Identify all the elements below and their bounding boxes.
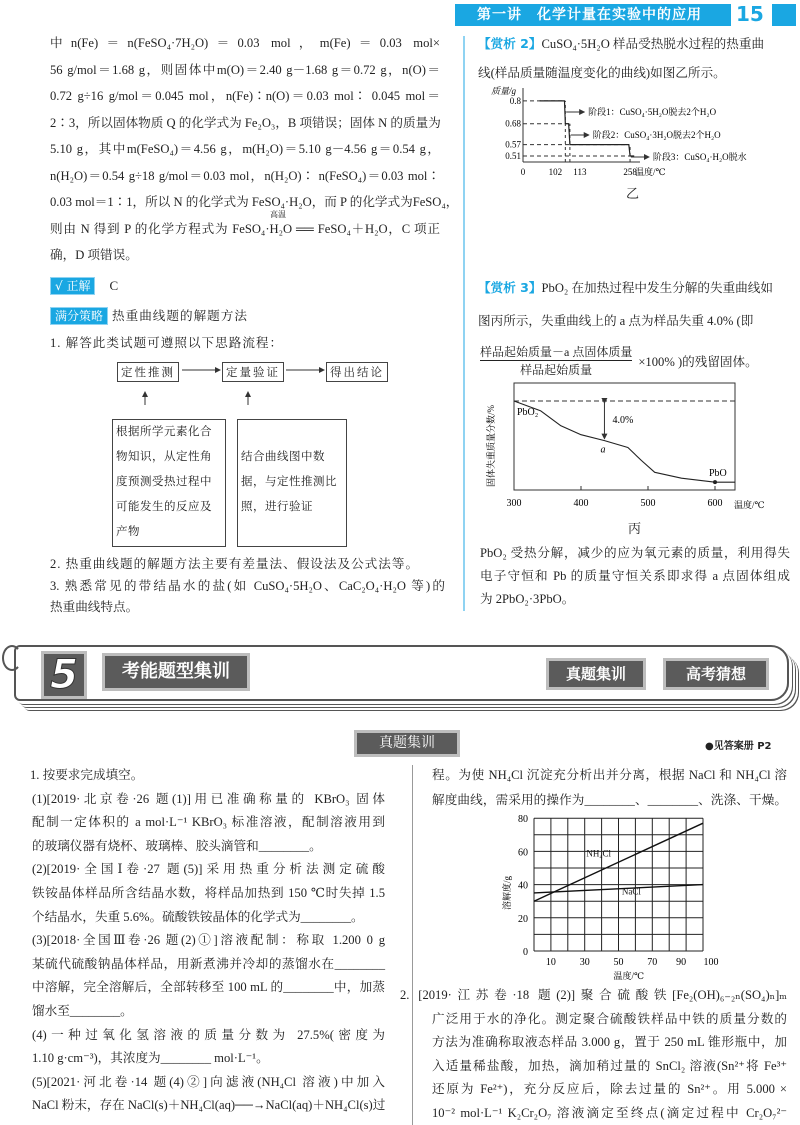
x-tick-label: 300: [506, 498, 522, 509]
x-tick-label: 113: [573, 167, 587, 177]
text-line: 热重曲线特点。: [50, 600, 139, 614]
data-curve: [514, 401, 735, 482]
text-line: 中n(Fe)＝n(FeSO₄·7H₂O)＝0.03 mol，m(Fe)＝0.03 mol×: [50, 36, 440, 50]
text-line: 方法为准确称取液态样品 3.000 g，置于 250 mL 锥形瓶中，加: [432, 1035, 787, 1050]
y-tick-label: 0.51: [505, 151, 521, 161]
item-2: 2. 热重曲线题的解题方法主要有差量法、假设法及公式法等。: [50, 557, 420, 571]
text-line: 电子守恒和 Pb 的质量守恒关系即求得 a 点固体组成: [480, 569, 790, 583]
x-tick-label: 90: [676, 957, 687, 968]
x-tick-label: 0: [520, 167, 526, 177]
start-label: PbO₂: [517, 407, 539, 418]
answer-tag: √ 正解: [50, 277, 95, 295]
answer-reference: ●见答案册 P2: [705, 741, 772, 752]
y-tick-label: 0.8: [509, 95, 521, 106]
flow-step-2: 定量验证: [222, 362, 284, 382]
loss-label: 4.0%: [612, 415, 634, 426]
y-tick-label: 0.68: [505, 118, 521, 129]
analysis-3: 【赏析 3】PbO₂ 在加热过程中发生分解的失重曲线如 图丙所示，失重曲线上的 a 点为样品失重 4.0% (即: [478, 280, 773, 328]
x-tick-label: 50: [613, 957, 624, 968]
chart-caption-bing: 丙: [628, 521, 642, 536]
reaction-condition: 高温: [270, 210, 286, 219]
text-line: (2)[2019·全国Ⅰ卷·27 题(5)]采用热重分析法测定硫酸: [32, 862, 385, 877]
text-line: NaCl 粉末，存在 NaCl(s)＋NH₄Cl(aq)──→NaCl(aq)＋NH₄Cl(s)过: [32, 1098, 386, 1113]
text-line: 中溶解，完全溶解后，全部转移至 100 mL 的________中，加蒸: [32, 980, 385, 995]
strategy-tag: 满分策略: [50, 307, 108, 325]
text-line: (4)一种过氧化氢溶液的质量分数为 27.5%(密度为: [32, 1027, 385, 1042]
annotation-label: 阶段3：CuSO₄·H₂O脱水: [652, 152, 747, 162]
x-tick-label: 30: [579, 957, 590, 968]
fraction-numerator: 样品起始质量－a 点固体质量: [480, 345, 633, 359]
flow-note-2: 结合曲线图中数 据，与定性推测比 照，进行验证: [237, 419, 347, 547]
fraction-denominator: 样品起始质量: [520, 363, 593, 377]
x-axis-label: 温度/℃: [613, 971, 645, 980]
text-line: 馏水至________。: [32, 1004, 133, 1018]
y-tick-label: 0.57: [505, 139, 521, 150]
column-divider: [412, 765, 413, 1125]
text-line: 某硫代硫酸钠晶体样品，用新煮沸并冷却的蒸馏水在________: [32, 956, 385, 971]
chart-yi: [455, 82, 795, 202]
x-tick-label: 70: [647, 957, 658, 968]
text-line: n(H₂O)＝0.54 g÷18 g/mol＝0.03 mol，n(H₂O)∶ n(FeSO₄)＝0.03 mol∶: [50, 168, 440, 183]
header-block: [772, 4, 796, 26]
section-number: 5: [41, 651, 87, 699]
text-line: 3. 熟悉常见的带结晶水的盐(如 CuSO₄·5H₂O、CaC₂O₄·H₂O 等)的: [50, 579, 445, 593]
y-tick-label: 40: [518, 880, 528, 892]
text-line: 配制一定体积的 a mol·L⁻¹ KBrO₃ 标准溶液，配制溶液用到: [32, 815, 385, 830]
text-line: 还原为 Fe²⁺)，充分反应后，除去过量的 Sn²⁺。用 5.000 ×: [432, 1082, 787, 1097]
text-line: 0.72 g÷16 g/mol＝0.045 mol，n(Fe)∶n(O)＝0.03 mol∶ 0.045 mol＝: [50, 89, 440, 103]
flow-step-3: 得出结论: [326, 362, 388, 382]
section-title: 考能题型集训: [102, 653, 250, 691]
strategy-row: [50, 305, 248, 325]
point-a-label: a: [600, 444, 606, 456]
text-line: 为 2PbO₂·3PbO。: [480, 592, 575, 606]
text-line: 56 g/mol＝1.68 g，则固体中m(O)＝2.40 g－1.68 g＝0.72 g，n(O)＝: [50, 62, 440, 77]
x-tick-label: 258: [623, 167, 637, 177]
text-line: 入适量稀盐酸，加热，滴加稍过量的 SnCl₂ 溶液(Sn²⁺将 Fe³⁺: [432, 1058, 787, 1073]
y-axis-label: 质量/g: [491, 86, 517, 96]
tab-zhenti[interactable]: 真题集训: [546, 658, 646, 690]
text-line: 则由 N 得到 P 的化学方程式为 FeSO₄·H₂O ══ FeSO₄＋H₂O，C 项正: [50, 221, 440, 236]
text-line: 1.10 g·cm⁻³)，其浓度为________ mol·L⁻¹。: [32, 1051, 269, 1066]
y-axis-label: 溶解度/g: [502, 875, 512, 910]
text-line: 2. [2019·江苏卷·18 题(2)]聚合硫酸铁[Fe₂(OH)₆₋₂ₙ(SO₄)ₙ]ₘ: [400, 988, 787, 1002]
x-axis-label: 温度/℃: [734, 500, 765, 510]
flow-arrows: [100, 355, 400, 415]
subsection-title: 真题集训: [354, 730, 460, 757]
x-axis-label: 温度/℃: [635, 167, 666, 177]
text-line: (3)[2018·全国Ⅲ卷·26 题(2)①]溶液配制：称取 1.200 0 g: [32, 933, 385, 948]
chapter-header: 第一讲 化学计量在实验中的应用: [455, 4, 731, 26]
answer-value: C: [109, 278, 119, 293]
y-axis-label: 固体失重质量分数/%: [486, 405, 496, 487]
x-tick-label: 500: [640, 498, 656, 509]
answer-row: [50, 277, 118, 295]
text-line: 个结晶水，失重 5.6%。硫酸铁铵晶体的化学式为________。: [32, 909, 364, 924]
fraction-tail: ×100% )的残留固体。: [638, 355, 758, 369]
x-tick-label: 10: [545, 957, 556, 968]
text-line: 2∶3，所以固体物质 Q 的化学式为 Fe₂O₃，B 项错误；固体 N 的质量为: [50, 115, 441, 130]
x-tick-label: 600: [707, 498, 723, 509]
end-point: [713, 480, 717, 484]
text-line: 的玻璃仪器有烧杯、玻璃棒、胶头滴管和________。: [32, 838, 322, 853]
text-line: (5)[2021·河北卷·14 题(4)②]向滤液(NH₄Cl 溶液)中加入: [32, 1074, 385, 1089]
end-label: PbO: [709, 468, 727, 480]
x-tick-label: 102: [548, 167, 563, 177]
y-tick-label: 20: [518, 913, 528, 925]
fraction: [480, 343, 632, 378]
text-line: 确，D 项错误。: [50, 248, 138, 262]
flow-note-1: 根据所学元素化合 物知识，从定性角 度预测受热过程中 可能发生的反应及 产物: [112, 419, 226, 547]
text-line: PbO₂ 受热分解，减少的应为氧元素的质量，利用得失: [480, 546, 790, 560]
text-line: (1)[2019·北京卷·26 题(1)]用已准确称量的 KBrO₃ 固体: [32, 791, 385, 806]
series-label: NaCl: [621, 886, 641, 897]
text-line: 铁铵晶体样品所含结晶水数，将样品加热到 150 ℃时失掉 1.5: [32, 886, 385, 900]
text-line: 解度曲线，需采用的操作为________、________、洗涤、干燥。: [432, 793, 787, 807]
x-tick-label: 100: [703, 957, 719, 968]
chart-caption-yi: 乙: [626, 186, 640, 201]
annotation-label: 阶段1：CuSO₄·5H₂O脱去2个H₂O: [588, 107, 717, 117]
flow-step-1: 定性推测: [117, 362, 179, 382]
text-line: 程。为使 NH₄Cl 沉淀充分析出并分离，根据 NaCl 和 NH₄Cl 溶: [432, 768, 787, 782]
chart-solubility: [495, 810, 725, 980]
chart-bing: [480, 375, 800, 515]
analysis-2: 【赏析 2】CuSO₄·5H₂O 样品受热脱水过程的热重曲 线(样品质量随温度变化的曲线)如图乙所示。: [478, 36, 765, 80]
fraction-row: [480, 343, 758, 378]
text-line: 广泛用于水的净化。测定聚合硫酸铁样品中铁的质量分数的: [432, 1011, 787, 1026]
y-tick-label: 80: [518, 814, 528, 826]
page-number: 15: [736, 2, 764, 26]
text-line: 10⁻² mol·L⁻¹ K₂Cr₂O₇ 溶液滴定至终点(滴定过程中 Cr₂O₇²⁻: [432, 1106, 787, 1120]
text-line: 1. 按要求完成填空。: [30, 768, 144, 782]
text-line: 0.03 mol＝1∶1，所以 N 的化学式为 FeSO₄·H₂O，而 P 的化学式为FeSO₄，: [50, 195, 459, 209]
tab-gaokao[interactable]: 高考猜想: [663, 658, 769, 690]
item-1: 1. 解答此类试题可遵照以下思路流程：: [50, 336, 284, 350]
plot-frame: [514, 383, 735, 490]
x-tick-label: 400: [573, 498, 589, 509]
annotation-label: 阶段2：CuSO₄·3H₂O脱去2个H₂O: [592, 130, 721, 140]
y-tick-label: 60: [518, 847, 528, 859]
series-label: NH₄Cl: [586, 848, 612, 859]
text-line: 5.10 g，其中m(FeSO₄)＝4.56 g，m(H₂O)＝5.10 g－4.56 g＝0.54 g，: [50, 142, 440, 156]
strategy-title: 热重曲线题的解题方法: [112, 309, 248, 323]
y-tick-label: 0: [523, 947, 528, 958]
